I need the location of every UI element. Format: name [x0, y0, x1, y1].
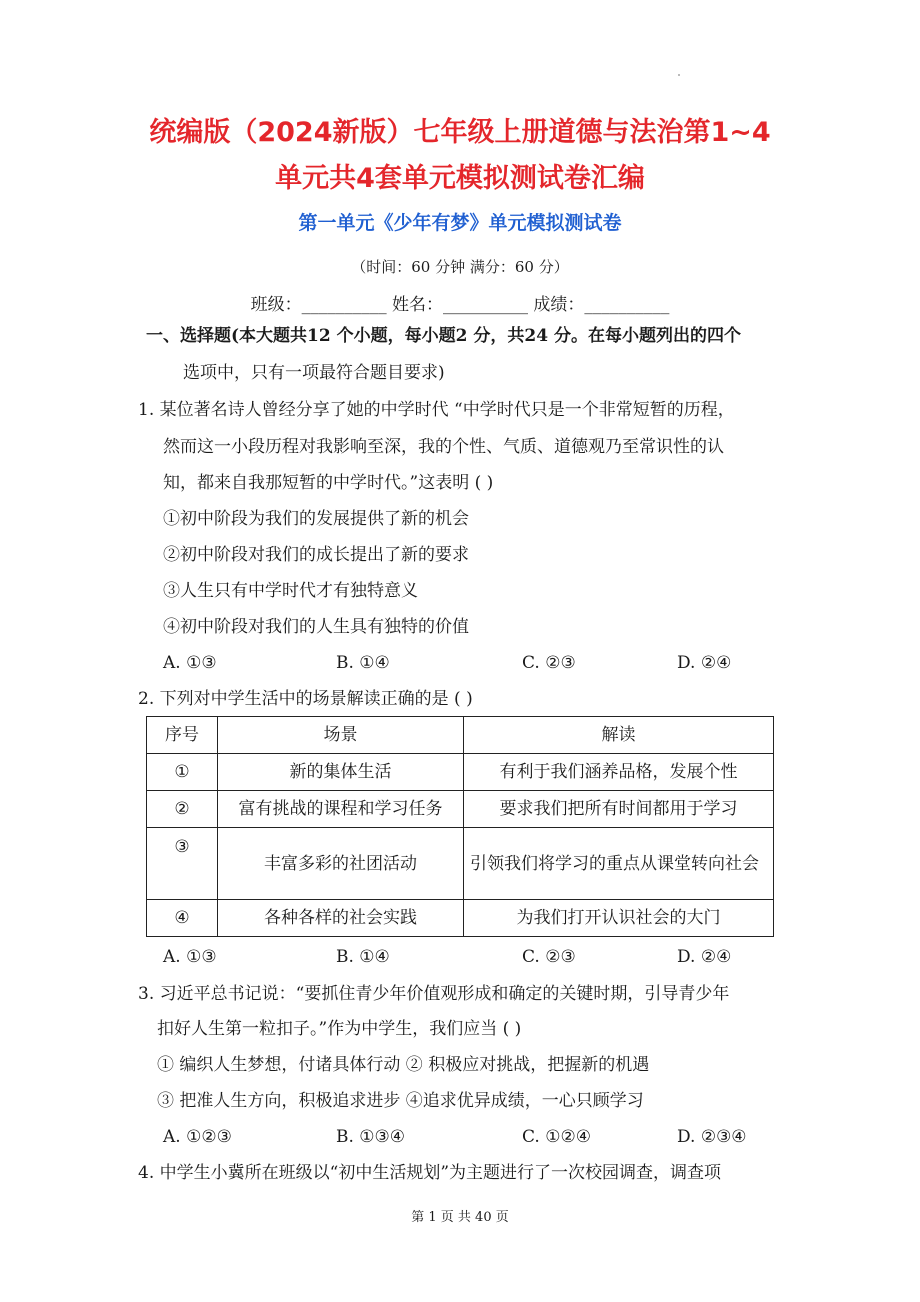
q1-statement-1: ①初中阶段为我们的发展提供了新的机会: [163, 509, 469, 529]
q3-stem-line2: 扣好人生第一粒扣子。”作为中学生，我们应当 ( ): [157, 1019, 522, 1039]
scan-dot: [678, 74, 680, 76]
table-row: [147, 791, 774, 828]
q3-statement-1: ① 编织人生梦想，付诸具体行动 ② 积极应对挑战，把握新的机遇: [157, 1055, 650, 1075]
q1-option-d[interactable]: D. ②④: [677, 653, 732, 673]
unit-subtitle: 第一单元《少年有梦》单元模拟测试卷: [298, 212, 622, 234]
q2-scene-table: [146, 716, 774, 937]
q1-statement-3: ③人生只有中学时代才有独特意义: [163, 581, 418, 601]
header-index: 序号: [147, 717, 218, 754]
q1-stem-line3: 知，都来自我那短暂的中学时代。”这表明 ( ): [163, 473, 494, 493]
header-interpretation: 解读: [464, 717, 774, 754]
row-interpretation: 要求我们把所有时间都用于学习: [464, 791, 774, 828]
main-title-line2: 单元共4套单元模拟测试卷汇编: [275, 163, 645, 194]
q1-stem-line2: 然而这一小段历程对我影响至深，我的个性、气质、道德观乃至常识性的认: [163, 437, 724, 457]
q2-option-c[interactable]: C. ②③: [522, 947, 576, 967]
row-interpretation: 为我们打开认识社会的大门: [464, 900, 774, 937]
q1-option-c[interactable]: C. ②③: [522, 653, 576, 673]
row-interpretation: 有利于我们涵养品格，发展个性: [464, 754, 774, 791]
q2-stem: 2. 下列对中学生活中的场景解读正确的是 ( ): [138, 689, 473, 709]
table-row: [147, 900, 774, 937]
q1-statement-2: ②初中阶段对我们的成长提出了新的要求: [163, 545, 469, 565]
q1-option-a[interactable]: A. ①③: [163, 653, 217, 673]
row-scene: 各种各样的社会实践: [218, 900, 464, 937]
q1-stem-line1: 1. 某位著名诗人曾经分享了她的中学时代 “中学时代只是一个非常短暂的历程，: [138, 400, 735, 420]
row-scene: 新的集体生活: [218, 754, 464, 791]
section-heading-cont: 选项中，只有一项最符合题目要求): [183, 363, 445, 383]
row-interpretation: 引领我们将学习的重点从课堂转向社会: [464, 828, 774, 900]
section-heading: 一、选择题(本大题共12 个小题，每小题2 分，共24 分。在每小题列出的四个: [146, 326, 741, 346]
q3-option-a[interactable]: A. ①②③: [163, 1127, 232, 1147]
row-scene: 丰富多彩的社团活动: [218, 828, 464, 900]
q3-option-b[interactable]: B. ①③④: [336, 1127, 406, 1147]
page-footer: 第 1 页 共 40 页: [411, 1210, 509, 1225]
row-index: ②: [147, 791, 218, 828]
q2-option-b[interactable]: B. ①④: [336, 947, 390, 967]
table-row: [147, 754, 774, 791]
table-header-row: [147, 717, 774, 754]
row-index: ③: [147, 828, 218, 900]
row-index: ④: [147, 900, 218, 937]
header-scene: 场景: [218, 717, 464, 754]
student-fields: 班级：__________ 姓名：__________ 成绩：__________: [250, 295, 670, 315]
exam-info: （时间：60 分钟 满分：60 分）: [351, 258, 569, 276]
q1-statement-4: ④初中阶段对我们的人生具有独特的价值: [163, 617, 469, 637]
q3-stem-line1: 3. 习近平总书记说：“要抓住青少年价值观形成和确定的关键时期，引导青少年: [138, 984, 730, 1004]
row-scene: 富有挑战的课程和学习任务: [218, 791, 464, 828]
main-title-line1: 统编版（2024新版）七年级上册道德与法治第1~4: [149, 117, 771, 148]
q3-option-d[interactable]: D. ②③④: [677, 1127, 747, 1147]
q3-option-c[interactable]: C. ①②④: [522, 1127, 591, 1147]
row-index: ①: [147, 754, 218, 791]
q1-option-b[interactable]: B. ①④: [336, 653, 390, 673]
q4-stem-line1: 4. 中学生小冀所在班级以“初中生活规划”为主题进行了一次校园调查，调查项: [138, 1163, 722, 1183]
table-row: [147, 828, 774, 900]
q2-option-a[interactable]: A. ①③: [163, 947, 217, 967]
q2-option-d[interactable]: D. ②④: [677, 947, 732, 967]
q3-statement-2: ③ 把准人生方向，积极追求进步 ④追求优异成绩，一心只顾学习: [157, 1091, 644, 1111]
